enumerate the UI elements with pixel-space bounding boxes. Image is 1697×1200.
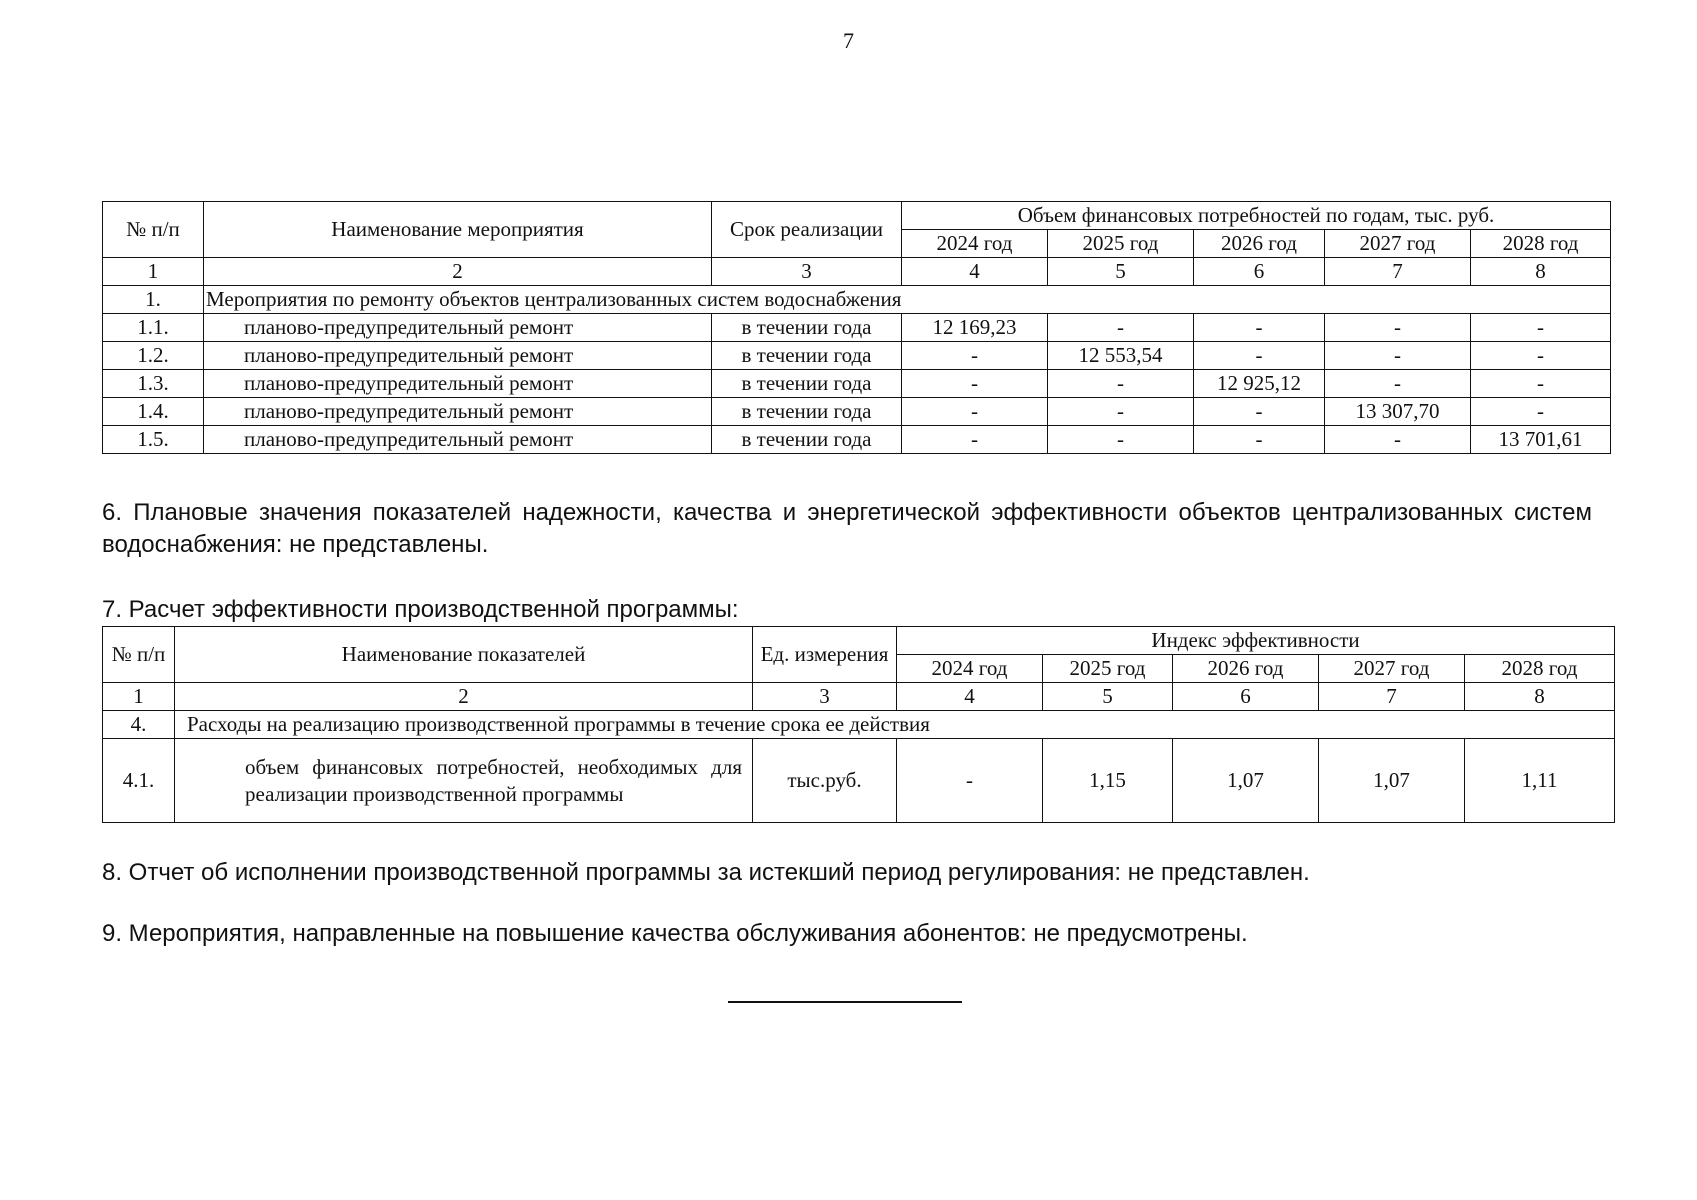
row-term: в течении года [712, 370, 902, 398]
column-number: 8 [1465, 683, 1615, 711]
row-value: - [902, 398, 1048, 426]
header-year: 2027 год [1325, 230, 1471, 258]
column-number: 8 [1471, 258, 1611, 286]
paragraph-9: 9. Мероприятия, направленные на повышение качества обслуживания абонентов: не предусмотрены. [102, 920, 1248, 947]
section-title: Расходы на реализацию производственной программы в течение срока ее действия [175, 711, 1615, 739]
header-term: Срок реализации [712, 202, 902, 258]
section-num: 1. [103, 286, 204, 314]
row-value: 13 307,70 [1325, 398, 1471, 426]
row-value: 12 925,12 [1194, 370, 1325, 398]
header-year: 2025 год [1048, 230, 1194, 258]
paragraph-6: 6. Плановые значения показателей надежности, качества и энергетической эффективности объектов централизованных систем водоснабжения: не представлены. [102, 499, 1592, 558]
column-number: 7 [1319, 683, 1465, 711]
row-num: 1.2. [103, 342, 204, 370]
page-number: 7 [843, 28, 854, 53]
table-row [103, 426, 1611, 454]
row-value: 1,07 [1319, 739, 1465, 823]
column-number: 4 [897, 683, 1043, 711]
row-term: в течении года [712, 314, 902, 342]
row-num: 1.4. [103, 398, 204, 426]
row-value: - [1325, 314, 1471, 342]
section-row [103, 711, 1615, 739]
row-value: - [1048, 426, 1194, 454]
header-index: Индекс эффективности [897, 627, 1615, 655]
row-num: 1.5. [103, 426, 204, 454]
row-num: 1.1. [103, 314, 204, 342]
header-year: 2024 год [902, 230, 1048, 258]
row-term: в течении года [712, 398, 902, 426]
table-row [103, 370, 1611, 398]
row-value: - [1048, 314, 1194, 342]
row-value: 12 169,23 [902, 314, 1048, 342]
section-num: 4. [103, 711, 175, 739]
row-name: планово-предупредительный ремонт [204, 370, 712, 398]
table-row [103, 342, 1611, 370]
row-num: 4.1. [103, 739, 175, 823]
header-year: 2024 год [897, 655, 1043, 683]
row-term: в течении года [712, 342, 902, 370]
header-finance: Объем финансовых потребностей по годам, тыс. руб. [902, 202, 1611, 230]
row-value: - [1471, 342, 1611, 370]
row-name: планово-предупредительный ремонт [204, 314, 712, 342]
row-value: - [902, 426, 1048, 454]
column-number: 2 [175, 683, 753, 711]
row-value: - [1194, 426, 1325, 454]
header-year: 2027 год [1319, 655, 1465, 683]
row-value: - [1048, 398, 1194, 426]
section-title: Мероприятия по ремонту объектов централизованных систем водоснабжения [204, 286, 1611, 314]
financing-table [102, 201, 1611, 454]
row-value: 1,11 [1465, 739, 1615, 823]
row-name: объем финансовых потребностей, необходимых для реализации производственной программы [175, 739, 753, 823]
row-value: 12 553,54 [1048, 342, 1194, 370]
column-number: 6 [1194, 258, 1325, 286]
column-number: 2 [204, 258, 712, 286]
column-number: 5 [1043, 683, 1173, 711]
header-num: № п/п [103, 202, 204, 258]
table-row [103, 314, 1611, 342]
header-num: № п/п [103, 627, 175, 683]
column-number: 1 [103, 258, 204, 286]
row-value: 13 701,61 [1471, 426, 1611, 454]
row-value: - [1048, 370, 1194, 398]
column-number-row [103, 258, 1611, 286]
row-name: планово-предупредительный ремонт [204, 426, 712, 454]
paragraph-7: 7. Расчет эффективности производственной программы: [102, 596, 739, 623]
row-value: - [1471, 314, 1611, 342]
column-number: 1 [103, 683, 175, 711]
header-year: 2026 год [1173, 655, 1319, 683]
row-value: 1,07 [1173, 739, 1319, 823]
end-separator-line [728, 1001, 962, 1003]
row-value: - [902, 370, 1048, 398]
row-value: - [1194, 314, 1325, 342]
paragraph-8: 8. Отчет об исполнении производственной программы за истекший период регулирования: не представлен. [102, 859, 1310, 886]
row-value: - [1471, 370, 1611, 398]
row-num: 1.3. [103, 370, 204, 398]
section-row [103, 286, 1611, 314]
row-value: - [1194, 398, 1325, 426]
row-value: - [1194, 342, 1325, 370]
column-number: 3 [712, 258, 902, 286]
column-number-row [103, 683, 1615, 711]
header-name: Наименование мероприятия [204, 202, 712, 258]
row-value: - [1325, 342, 1471, 370]
table-row [103, 398, 1611, 426]
column-number: 4 [902, 258, 1048, 286]
column-number: 5 [1048, 258, 1194, 286]
row-term: в течении года [712, 426, 902, 454]
header-year: 2025 год [1043, 655, 1173, 683]
row-name: планово-предупредительный ремонт [204, 342, 712, 370]
row-name: планово-предупредительный ремонт [204, 398, 712, 426]
row-value: - [1471, 398, 1611, 426]
header-year: 2026 год [1194, 230, 1325, 258]
row-unit: тыс.руб. [753, 739, 897, 823]
row-value: - [902, 342, 1048, 370]
header-name: Наименование показателей [175, 627, 753, 683]
row-value: - [1325, 370, 1471, 398]
row-value: - [1325, 426, 1471, 454]
header-unit: Ед. измерения [753, 627, 897, 683]
row-value: - [897, 739, 1043, 823]
column-number: 6 [1173, 683, 1319, 711]
table-row [103, 739, 1615, 823]
header-year: 2028 год [1465, 655, 1615, 683]
column-number: 7 [1325, 258, 1471, 286]
column-number: 3 [753, 683, 897, 711]
efficiency-table [102, 626, 1615, 823]
row-value: 1,15 [1043, 739, 1173, 823]
header-year: 2028 год [1471, 230, 1611, 258]
